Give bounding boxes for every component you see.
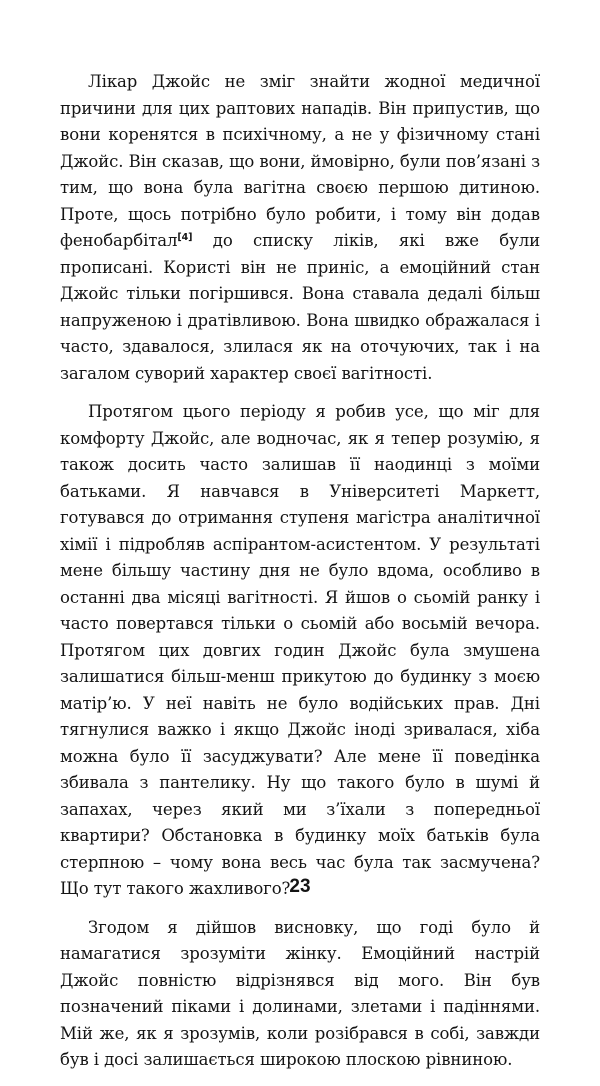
paragraph-1-text-end: до списку ліків, які вже були прописані. Користі він не приніс, а емоційний стан Джойс тільки погіршився. Вона ставала дедалі більш напруженою і дратівливою. Вона швидко ображалася і часто, здавалося, злилася як на оточуючих, так і на загалом суворий характер своєї вагітності. [60, 231, 540, 383]
paragraph-1 [60, 69, 540, 387]
paragraph-2: Протягом цього періоду я робив усе, що міг для комфорту Джойс, але водночас, як я тепер розумію, я також досить часто залишав її наодинці з моїми батьками. Я навчався в Університеті Маркетт, готувався до отримання ступеня магістра аналітичної хімії і підробляв аспірантом-асистентом. У результаті мене більшу частину дня не було вдома, особливо в останні два місяці вагітності. Я йшов о сьомій ранку і часто повертався тільки о сьомій або восьмій вечора. Протягом цих довгих годин Джойс була змушена залишатися більш-менш прикутою до будинку з моєю матір’ю. У неї навіть не було водійських прав. Дні тягнулися важко і якщо Джойс іноді зривалася, хіба можна було її засуджувати? Але мене її поведінка збивала з пантелику. Ну що такого було в шумі й запахах, через який ми з’їхали з попередньої квартири? Обстановка в будинку моїх батьків була стерпною – чому вона весь час була так засмучена? Що тут такого жахливого? [60, 402, 540, 898]
page-number: 23 [289, 876, 311, 897]
page-body [60, 69, 540, 1086]
footnote-marker[interactable]: [4] [177, 232, 193, 243]
paragraph-3: Згодом я дійшов висновку, що годі було й намагатися зрозуміти жінку. Емоційний настрій Джойс повністю відрізнявся від мого. Він був позначений піками і долинами, злетами і падіннями. Мій же, як я зрозумів, коли розібрався в собі, завжди був і досі залишається широкою плоскою рівниною. [60, 917, 540, 1069]
paragraph-1-text-start: Лікар Джойс не зміг знайти жодної медичної причини для цих раптових нападів. Він припустив, що вони коренятся в психічному, а не у фізичному стані Джойс. Він сказав, що вони, ймовірно, були пов’язані з тим, що вона була вагітна своєю першою дитиною. Проте, щось потрібно було робити, і тому він додав фенобарбітал [60, 72, 540, 250]
